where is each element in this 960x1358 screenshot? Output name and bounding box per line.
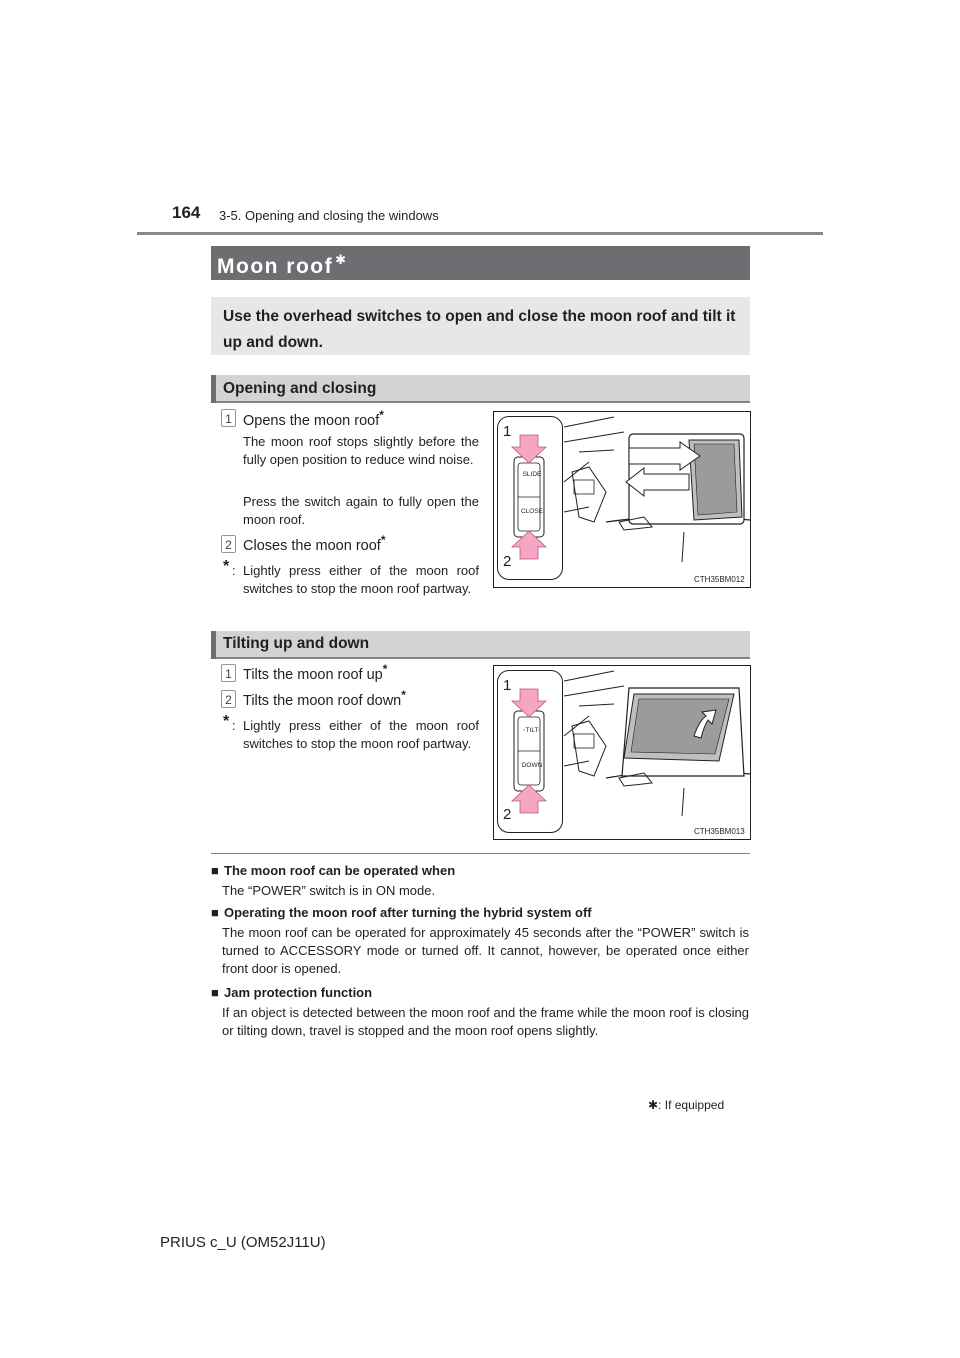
chapter-title: 3-5. Opening and closing the windows — [219, 208, 439, 223]
figure-label-1: 1 — [503, 423, 512, 440]
bullet-heading-after-off: Operating the moon roof after turning the hybrid system off — [224, 905, 592, 920]
switch-label-down: DOWN — [521, 762, 543, 769]
bullet-marker: ■ — [211, 863, 219, 878]
bullet-body-jam-protection: If an object is detected between the moon roof and the frame while the moon roof is closing or tilting down, travel is stopped and the moon roof opens slightly. — [222, 1005, 749, 1038]
section-edge — [211, 631, 216, 659]
step-marker-2: 2 — [221, 535, 236, 553]
footnote-star: * — [223, 558, 230, 575]
footnote-partway: Lightly press either of the moon roof switches to stop the moon roof partway. — [243, 563, 479, 596]
bullet-heading-jam-protection: Jam protection function — [224, 985, 373, 1000]
step-marker-1: 1 — [221, 664, 236, 682]
figure-opening-closing — [493, 411, 751, 588]
note-wind-noise: The moon roof stops slightly before the fully open position to reduce wind noise. — [243, 434, 479, 467]
if-equipped-footnote: ✱: If equipped — [648, 1098, 725, 1112]
footnote-star: * — [223, 713, 230, 730]
switch-label-close: CLOSE — [520, 508, 544, 515]
footnote-partway: Lightly press either of the moon roof switches to stop the moon roof partway. — [243, 718, 479, 751]
note-press-again: Press the switch again to fully open the moon roof. — [243, 494, 479, 527]
bullet-body-operated-when: The “POWER” switch is in ON mode. — [222, 883, 436, 898]
step-tilt-up: Tilts the moon roof up* — [243, 662, 388, 683]
figure-label-2: 2 — [503, 806, 512, 823]
step-marker-1: 1 — [221, 409, 236, 427]
figure-code: CTH35BM013 — [694, 827, 745, 836]
header-rule — [137, 232, 823, 235]
if-equipped-mark: ✱ — [335, 252, 348, 267]
step-closes: Closes the moon roof* — [243, 533, 386, 554]
footnote-colon: : — [232, 563, 236, 578]
step-marker-2: 2 — [221, 690, 236, 708]
bullet-body-after-off: The moon roof can be operated for approximately 45 seconds after the “POWER” switch is turned to ACCESSORY mode or turned off. It cannot, however, be operated once either front door is opened. — [222, 925, 749, 976]
step-tilt-down: Tilts the moon roof down* — [243, 688, 406, 709]
footer-model: PRIUS c_U (OM52J11U) — [160, 1234, 326, 1251]
bullet-marker: ■ — [211, 905, 219, 920]
figure-label-1: 1 — [503, 677, 512, 694]
section-heading-opening: Opening and closing — [223, 380, 377, 397]
step-opens: Opens the moon roof* — [243, 408, 384, 429]
footnote-colon: : — [232, 718, 236, 733]
figure-label-2: 2 — [503, 553, 512, 570]
figure-code: CTH35BM012 — [694, 575, 745, 584]
switch-label-slide: SLIDE — [522, 471, 542, 478]
bullet-marker: ■ — [211, 985, 219, 1000]
figure-tilting — [493, 665, 751, 840]
page-title: Moon roof ✱ — [217, 252, 348, 278]
section-edge — [211, 375, 216, 403]
switch-label-tilt: ◦TILT◦ — [523, 727, 541, 734]
bullet-heading-operated-when: The moon roof can be operated when — [224, 863, 456, 878]
intro-text: Use the overhead switches to open and close the moon roof and tilt it up and down. — [223, 308, 736, 351]
section-divider — [211, 853, 750, 854]
page-number: 164 — [172, 203, 201, 222]
section-heading-tilting: Tilting up and down — [223, 635, 370, 652]
